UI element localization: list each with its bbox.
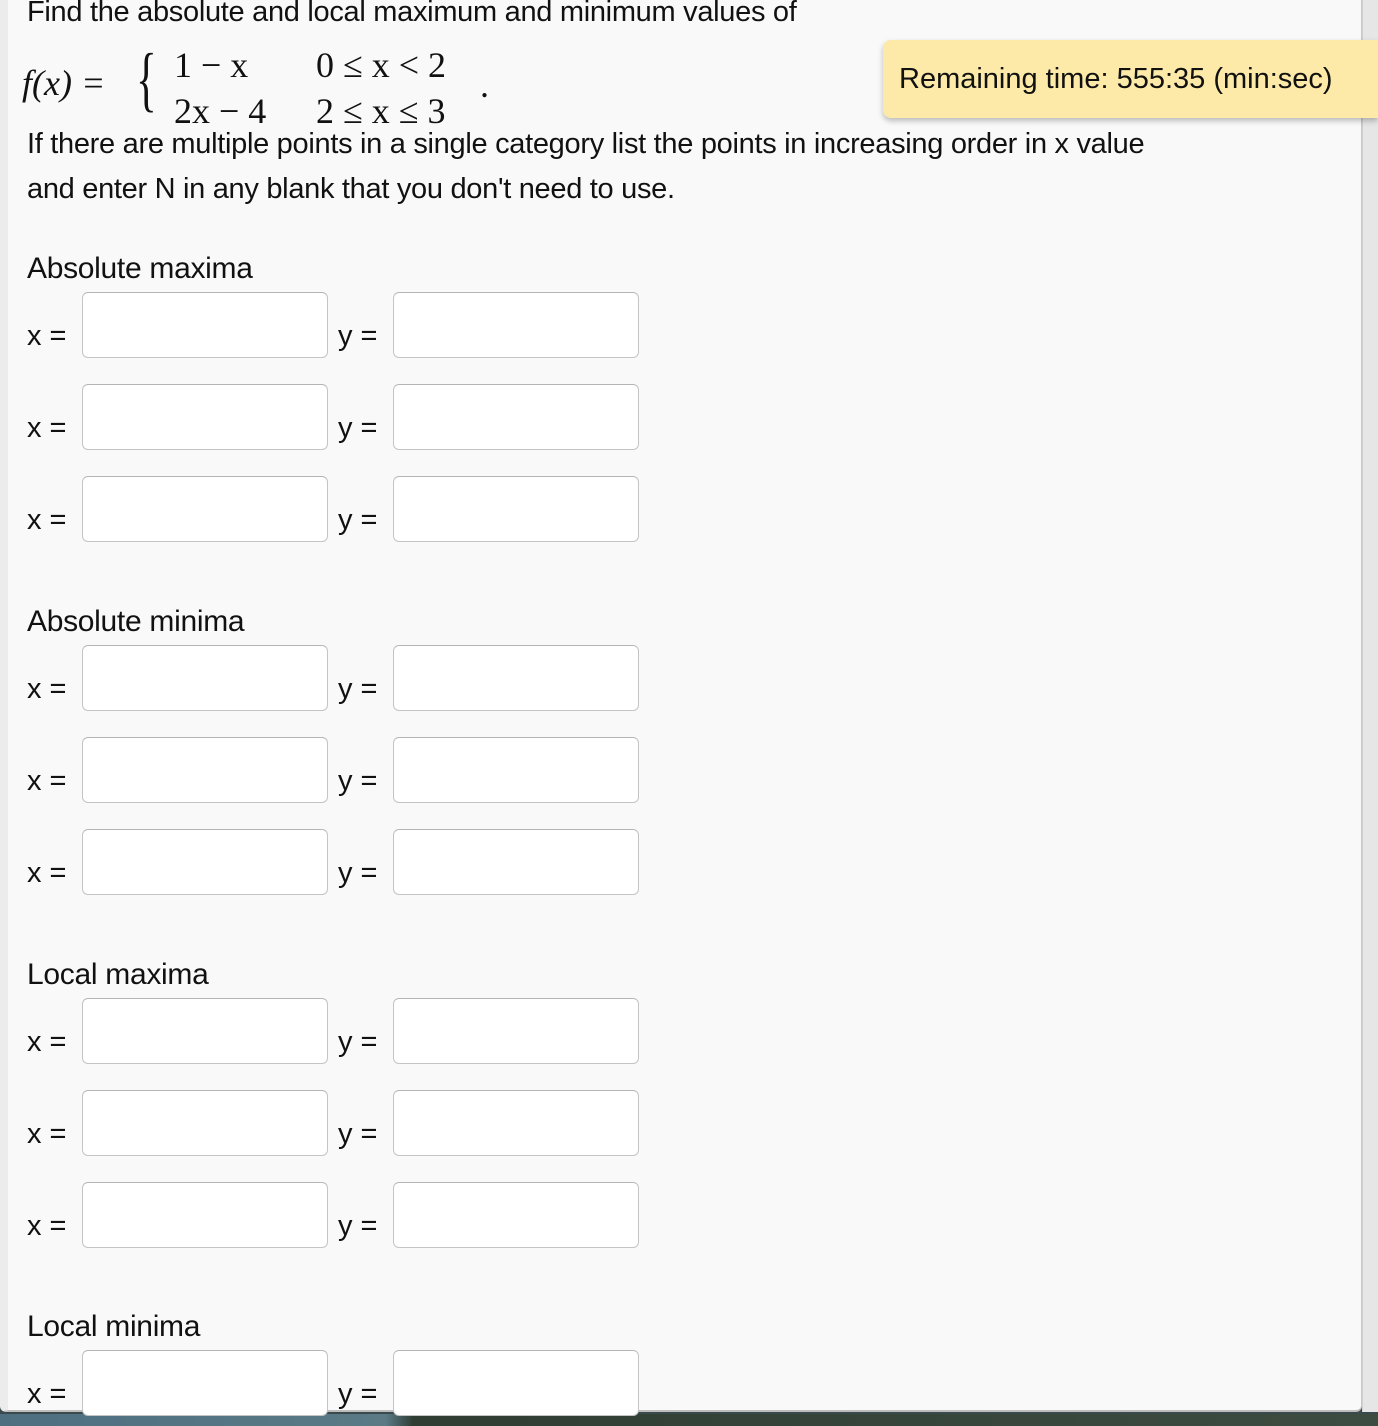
absolute-minima-y-input-3[interactable] [393, 829, 639, 895]
brace: { [136, 39, 157, 119]
local-maxima-y-input-1[interactable] [393, 998, 639, 1064]
y-label: y = [338, 412, 378, 444]
absolute-minima-heading: Absolute minima [27, 605, 245, 638]
absolute-maxima-x-input-1[interactable] [82, 292, 328, 358]
y-label: y = [338, 1026, 378, 1058]
question-intro: Find the absolute and local maximum and minimum values of [27, 0, 797, 28]
local-minima-x-input-1[interactable] [82, 1350, 328, 1416]
local-minima-y-input-1[interactable] [393, 1350, 639, 1416]
x-label: x = [27, 1026, 67, 1058]
piece-1-domain: 0 ≤ x < 2 [316, 45, 447, 85]
y-label: y = [338, 673, 378, 705]
y-label: y = [338, 765, 378, 797]
x-label: x = [27, 765, 67, 797]
absolute-maxima-y-input-1[interactable] [393, 292, 639, 358]
period: . [480, 65, 489, 105]
instructions-line-1: If there are multiple points in a single category list the points in increasing order in x value [27, 128, 1145, 160]
x-label: x = [27, 1118, 67, 1150]
y-label: y = [338, 320, 378, 352]
x-label: x = [27, 412, 67, 444]
local-maxima-x-input-2[interactable] [82, 1090, 328, 1156]
absolute-minima-x-input-2[interactable] [82, 737, 328, 803]
absolute-maxima-x-input-2[interactable] [82, 384, 328, 450]
local-maxima-y-input-3[interactable] [393, 1182, 639, 1248]
instructions-line-2: and enter N in any blank that you don't need to use. [27, 173, 675, 205]
absolute-minima-y-input-1[interactable] [393, 645, 639, 711]
x-label: x = [27, 1210, 67, 1242]
absolute-maxima-y-input-2[interactable] [393, 384, 639, 450]
absolute-maxima-heading: Absolute maxima [27, 252, 253, 285]
x-label: x = [27, 1378, 67, 1410]
piece-2-domain: 2 ≤ x ≤ 3 [316, 91, 446, 131]
local-maxima-heading: Local maxima [27, 958, 209, 991]
x-label: x = [27, 504, 67, 536]
x-label: x = [27, 857, 67, 889]
remaining-time-banner: Remaining time: 555:35 (min:sec) [883, 40, 1378, 118]
piece-1-expr: 1 − x [174, 45, 249, 85]
absolute-minima-y-input-2[interactable] [393, 737, 639, 803]
local-maxima-y-input-2[interactable] [393, 1090, 639, 1156]
x-label: x = [27, 320, 67, 352]
y-label: y = [338, 857, 378, 889]
x-label: x = [27, 673, 67, 705]
absolute-maxima-x-input-3[interactable] [82, 476, 328, 542]
piece-2-expr: 2x − 4 [174, 91, 267, 131]
scrollbar[interactable] [1362, 0, 1378, 1412]
y-label: y = [338, 1118, 378, 1150]
y-label: y = [338, 504, 378, 536]
absolute-maxima-y-input-3[interactable] [393, 476, 639, 542]
absolute-minima-x-input-1[interactable] [82, 645, 328, 711]
absolute-minima-x-input-3[interactable] [82, 829, 328, 895]
local-minima-heading: Local minima [27, 1310, 201, 1343]
local-maxima-x-input-1[interactable] [82, 998, 328, 1064]
local-maxima-x-input-3[interactable] [82, 1182, 328, 1248]
y-label: y = [338, 1210, 378, 1242]
function-lhs: f(x) = [22, 63, 106, 103]
y-label: y = [338, 1378, 378, 1410]
